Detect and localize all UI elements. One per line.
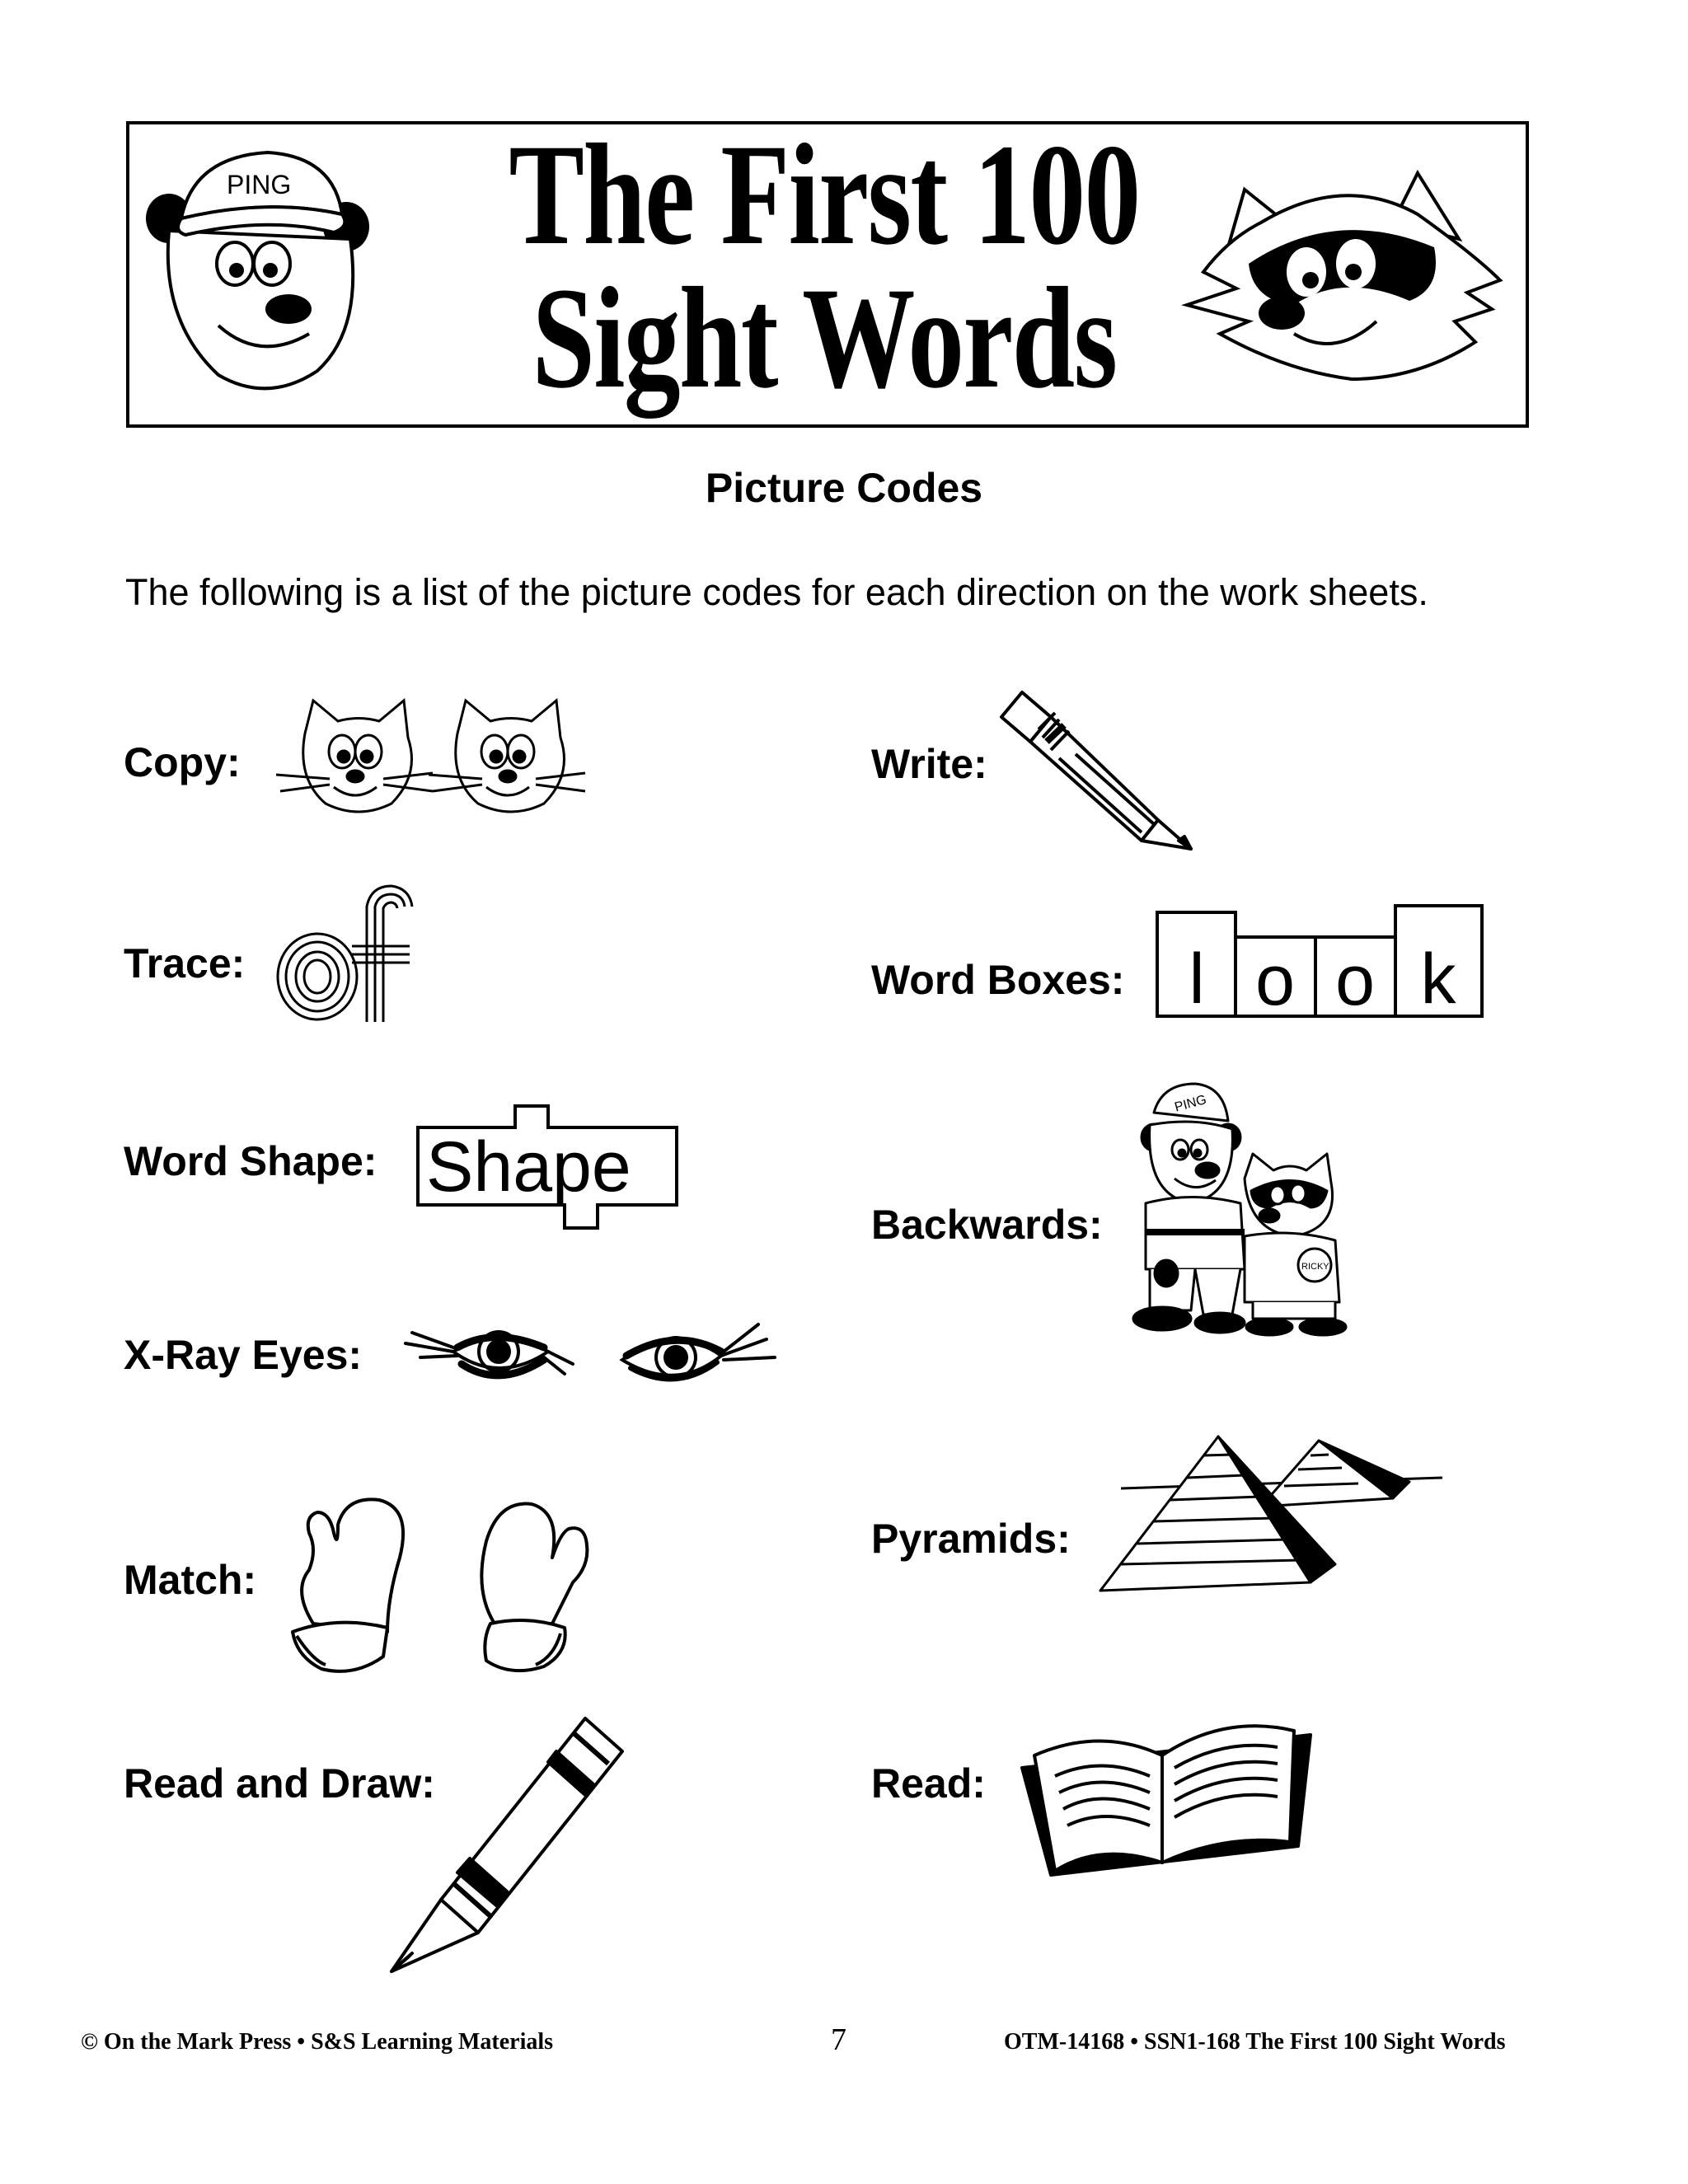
footer-publisher: © On the Mark Press • S&S Learning Materials bbox=[81, 2029, 554, 2055]
word-shape-label: Word Shape: bbox=[124, 1138, 377, 1184]
word-shape-icon bbox=[416, 1104, 680, 1236]
title-line-1: The First 100 bbox=[509, 115, 1140, 275]
raccoon-mascot-icon bbox=[1170, 157, 1517, 404]
traced-letters-icon bbox=[276, 882, 441, 1030]
word-box-letter-3: o bbox=[1335, 941, 1375, 1020]
word-box-letter-2: o bbox=[1255, 941, 1295, 1020]
eyes-icon bbox=[404, 1315, 783, 1405]
write-label: Write: bbox=[871, 741, 987, 787]
pyramids-icon bbox=[1096, 1432, 1451, 1597]
backwards-shirt-text: RICKY bbox=[1301, 1262, 1329, 1272]
word-boxes-label: Word Boxes: bbox=[871, 957, 1125, 1003]
bear-mascot-icon bbox=[144, 140, 375, 412]
open-book-icon bbox=[1018, 1710, 1315, 1883]
pencil-icon bbox=[993, 680, 1199, 853]
mittens-icon bbox=[288, 1492, 626, 1677]
copy-label: Copy: bbox=[124, 739, 241, 785]
word-shape-text: Shape bbox=[426, 1127, 631, 1207]
trace-label: Trace: bbox=[124, 940, 246, 987]
read-label: Read: bbox=[871, 1760, 986, 1807]
footer-product-code: OTM-14168 • SSN1-168 The First 100 Sight Words bbox=[1004, 2029, 1506, 2055]
pyramids-label: Pyramids: bbox=[871, 1516, 1071, 1562]
match-label: Match: bbox=[124, 1557, 257, 1603]
word-box-letter-1: l bbox=[1189, 940, 1205, 1019]
page-number: 7 bbox=[831, 2022, 846, 2057]
title-line-2: Sight Words bbox=[532, 258, 1117, 419]
crayon-icon bbox=[387, 1714, 635, 1978]
intro-text: The following is a list of the picture codes for each direction on the work sheets. bbox=[125, 571, 1428, 613]
cap-text: PING bbox=[227, 170, 292, 199]
read-and-draw-label: Read and Draw: bbox=[124, 1760, 435, 1807]
page-title bbox=[503, 115, 1146, 419]
backwards-label: Backwards: bbox=[871, 1202, 1103, 1248]
backwards-cap-text: PING bbox=[1173, 1093, 1208, 1115]
cat-faces-icon bbox=[276, 701, 589, 824]
word-box-letter-4: k bbox=[1420, 940, 1456, 1019]
letter-boxes-icon bbox=[1156, 904, 1485, 1019]
mascots-backwards-icon bbox=[1129, 1080, 1352, 1335]
xray-eyes-label: X-Ray Eyes: bbox=[124, 1332, 363, 1378]
section-heading: Picture Codes bbox=[705, 465, 983, 511]
